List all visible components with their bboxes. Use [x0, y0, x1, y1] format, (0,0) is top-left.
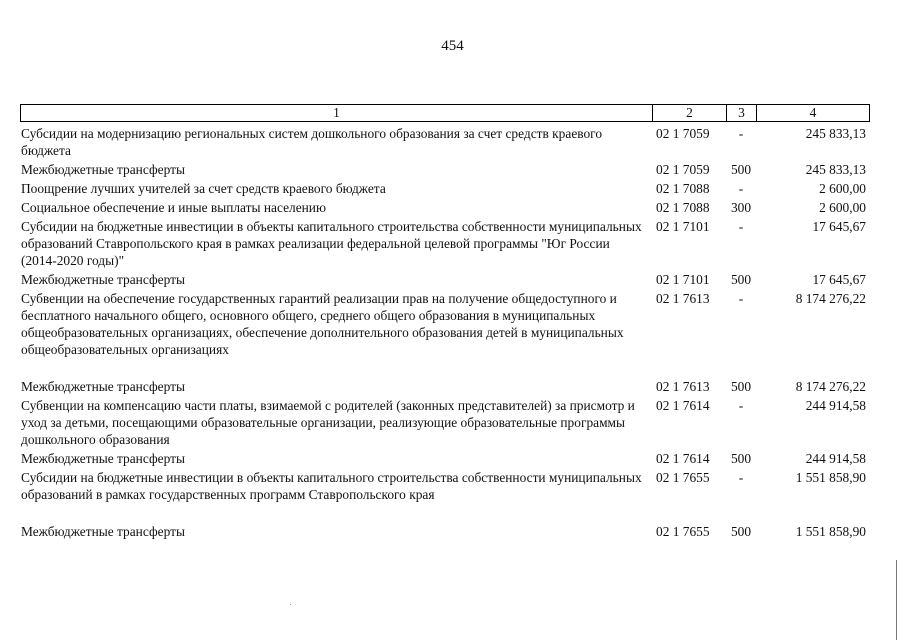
row-code: 02 1 7614: [656, 451, 710, 466]
scan-speck: [290, 604, 291, 605]
header-col-1: 1: [21, 105, 653, 121]
row-type: -: [738, 219, 744, 234]
row-name: Межбюджетные трансферты: [21, 272, 185, 287]
header-col-3: 3: [727, 105, 757, 121]
row-type: 500: [730, 451, 752, 466]
row-code: 02 1 7059: [656, 126, 710, 141]
row-sum: 1 551 858,90: [795, 470, 866, 485]
row-sum: 245 833,13: [805, 162, 866, 177]
row-name: Межбюджетные трансферты: [21, 162, 185, 177]
page-number: 454: [441, 38, 464, 54]
budget-table: [20, 104, 870, 542]
row-code: 02 1 7088: [656, 181, 710, 196]
row-type: -: [738, 126, 744, 141]
row-name: Субсидии на бюджетные инвестиции в объекты капитального строительства собственности муниципальных образований в рамках государственных программ Ставропольского края: [21, 470, 642, 502]
row-sum: 245 833,13: [805, 126, 866, 141]
row-code: 02 1 7655: [656, 470, 710, 485]
row-type: -: [738, 181, 744, 196]
row-sum: 1 551 858,90: [795, 524, 866, 539]
table-body: [20, 125, 870, 540]
row-type: 300: [730, 200, 752, 215]
row-type: -: [738, 291, 744, 306]
row-sum: 244 914,58: [805, 398, 866, 413]
row-name: Поощрение лучших учителей за счет средств краевого бюджета: [21, 181, 386, 196]
table-row: [20, 469, 870, 503]
table-row: [20, 450, 870, 467]
table-row: [20, 523, 870, 540]
table-row: [20, 161, 870, 178]
table-row: [20, 199, 870, 216]
row-type: 500: [730, 524, 752, 539]
header-col-4: 4: [809, 105, 817, 120]
table-row: [20, 290, 870, 358]
row-sum: 2 600,00: [819, 181, 866, 196]
row-name: Социальное обеспечение и иные выплаты населению: [21, 200, 326, 215]
row-name: Межбюджетные трансферты: [21, 379, 185, 394]
scan-edge-line: [896, 560, 897, 640]
row-code: 02 1 7059: [656, 162, 710, 177]
row-name: Субсидии на модернизацию региональных систем дошкольного образования за счет средств краевого бюджета: [21, 126, 603, 158]
row-sum: 8 174 276,22: [795, 291, 866, 306]
table-row: [20, 125, 870, 159]
row-type: 500: [730, 162, 752, 177]
row-name: Субвенции на обеспечение государственных гарантий реализации прав на получение общедоступного и бесплатного начального общего, основного общего, среднего общего образования в муниципальных общеобразовательных организациях, обеспечение дополнительного образования детей в муниципальных общеобразовательных организациях: [21, 291, 624, 357]
row-sum: 17 645,67: [812, 272, 866, 287]
row-code: 02 1 7088: [656, 200, 710, 215]
row-code: 02 1 7613: [656, 291, 710, 306]
header-col-2: 2: [653, 105, 727, 121]
row-type: -: [738, 398, 744, 413]
row-code: 02 1 7614: [656, 398, 710, 413]
row-code: 02 1 7655: [656, 524, 710, 539]
row-code: 02 1 7613: [656, 379, 710, 394]
row-sum: 17 645,67: [812, 219, 866, 234]
row-type: 500: [730, 272, 752, 287]
table-header: [20, 104, 870, 122]
row-code: 02 1 7101: [656, 272, 710, 287]
row-name: Межбюджетные трансферты: [21, 451, 185, 466]
row-name: Субсидии на бюджетные инвестиции в объекты капитального строительства собственности муниципальных образований Ставропольского края в рамках реализации федеральной целевой программы "Юг России (2014-2020 годы)": [21, 219, 642, 268]
row-name: Субвенции на компенсацию части платы, взимаемой с родителей (законных представителей) за присмотр и уход за детьми, посещающими образовательные организации, реализующие образовательные программы дошкольного образования: [21, 398, 635, 447]
row-sum: 244 914,58: [805, 451, 866, 466]
row-sum: 2 600,00: [819, 200, 866, 215]
table-row: [20, 397, 870, 448]
row-type: 500: [730, 379, 752, 394]
row-code: 02 1 7101: [656, 219, 710, 234]
table-row: [20, 218, 870, 269]
table-row: [20, 180, 870, 197]
table-row: [20, 271, 870, 288]
table-row: [20, 378, 870, 395]
row-sum: 8 174 276,22: [795, 379, 866, 394]
row-name: Межбюджетные трансферты: [21, 524, 185, 539]
row-type: -: [738, 470, 744, 485]
